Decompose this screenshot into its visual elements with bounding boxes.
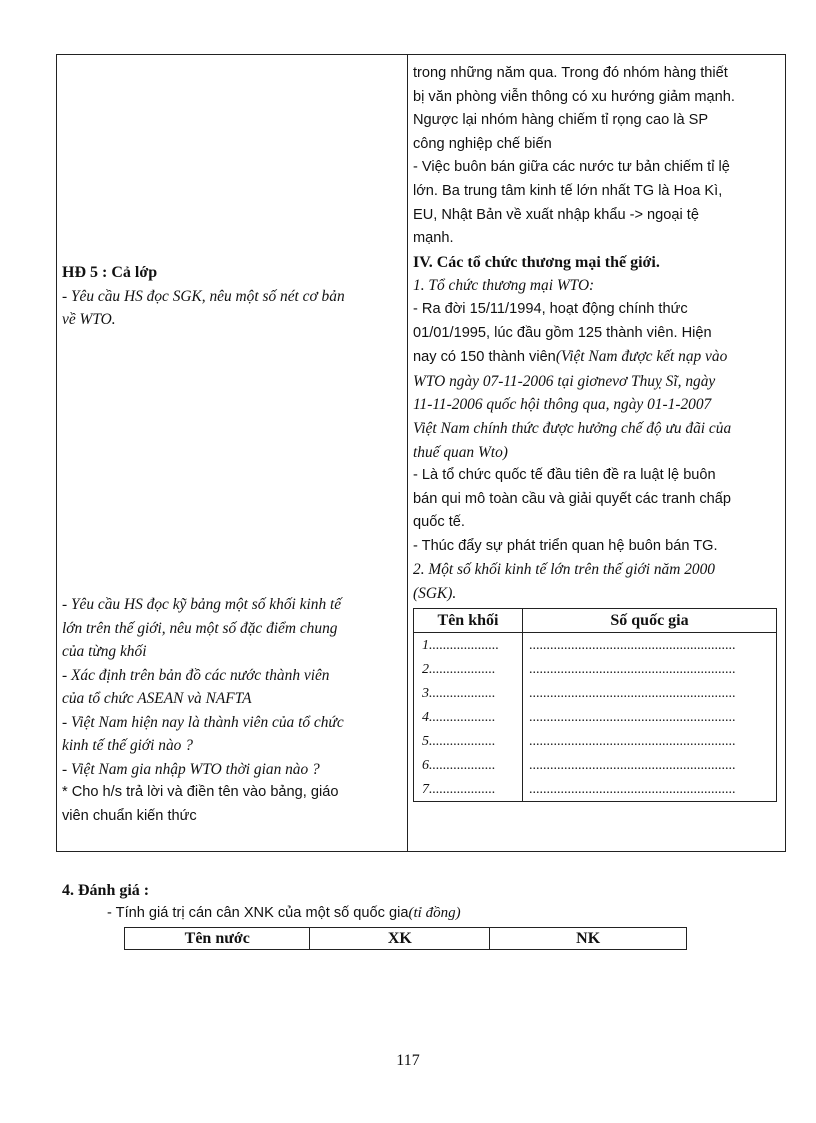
table-header-row [414, 608, 777, 633]
teacher-note-line: viên chuẩn kiến thức [62, 807, 197, 824]
table-row [414, 633, 777, 658]
table-row [414, 705, 777, 729]
country-count-cell: ........................................................... [523, 705, 777, 729]
country-count-cell: ........................................................... [523, 729, 777, 753]
column-divider [407, 55, 408, 851]
hd5-task-line: về WTO. [62, 311, 116, 328]
header-country: Tên nước [125, 928, 310, 950]
header-country-count: Số quốc gia [523, 608, 777, 633]
right-column [413, 62, 783, 802]
lesson-table [56, 54, 786, 852]
bloc-name-cell: 2................... [414, 657, 523, 681]
table-row [414, 657, 777, 681]
teacher-note-line: * Cho h/s trả lời và điền tên vào bảng, giáo [62, 784, 339, 800]
task-list [62, 593, 344, 828]
content-line: quốc tế. [413, 514, 465, 531]
content-line: Ngược lại nhóm hàng chiếm tỉ rọng cao là SP [413, 112, 709, 129]
task-line: của tổ chức ASEAN và NAFTA [62, 690, 252, 707]
content-line: công nghiệp chế biến [413, 135, 552, 152]
bloc-name-cell: 5................... [414, 729, 523, 753]
content-line: trong những năm qua. Trong đó nhóm hàng thiết [413, 65, 728, 81]
hd5-block [62, 261, 345, 332]
instruction-text: - Tính giá trị cán cân XNK của một số quốc gia [107, 905, 409, 921]
note-line: thuế quan Wto) [413, 443, 508, 461]
note-line: Việt Nam chính thức được hưởng chế độ ưu đãi của [413, 419, 732, 437]
evaluation-instruction [107, 905, 461, 922]
bloc-name-cell: 3................... [414, 681, 523, 705]
subsection-heading: 2. Một số khối kinh tế lớn trên thế giới năm 2000 [413, 561, 715, 579]
content-line: bị văn phòng viễn thông có xu hướng giảm mạnh. [413, 88, 735, 105]
content-line: 01/01/1995, lúc đầu gồm 125 thành viên. Hiện [413, 324, 712, 341]
table-header-row [125, 928, 687, 950]
content-line: - Là tổ chức quốc tế đầu tiên đề ra luật lệ buôn [413, 467, 716, 484]
task-line: lớn trên thế giới, nêu một số đặc điểm chung [62, 619, 338, 637]
header-import: NK [490, 928, 687, 950]
table-row [414, 777, 777, 802]
content-line: bán qui mô toàn cầu và giải quyết các tranh chấp [413, 490, 732, 507]
table-row [414, 681, 777, 705]
country-count-cell: ........................................................... [523, 753, 777, 777]
bloc-name-cell: 4................... [414, 705, 523, 729]
country-count-cell: ........................................................... [523, 681, 777, 705]
table-row [414, 729, 777, 753]
task-line: - Việt Nam hiện nay là thành viên của tổ chức [62, 713, 344, 731]
trade-balance-table [124, 927, 687, 950]
subsection-heading: (SGK). [413, 585, 457, 603]
content-line: lớn. Ba trung tâm kinh tế lớn nhất TG là Hoa Kì, [413, 182, 723, 199]
country-count-cell: ........................................................... [523, 633, 777, 658]
hd5-task-line: - Yêu cầu HS đọc SGK, nêu một số nét cơ bản [62, 287, 345, 305]
task-line: - Yêu cầu HS đọc kỹ bảng một số khối kinh tế [62, 596, 342, 613]
content-note: (Việt Nam được kết nạp vào [555, 348, 728, 366]
task-line: kinh tế thế giới nào ? [62, 737, 193, 754]
content-line: - Thúc đẩy sự phát triển quan hệ buôn bán TG. [413, 537, 718, 554]
header-export: XK [310, 928, 490, 950]
subsection-heading: 1. Tổ chức thương mại WTO: [413, 277, 595, 295]
note-line: WTO ngày 07-11-2006 tại giơnevơ Thuỵ Sĩ, ngày [413, 372, 716, 390]
section-heading: IV. Các tổ chức thương mại thế giới. [413, 253, 660, 271]
content-line: - Việc buôn bán giữa các nước tư bản chiếm tỉ lệ [413, 159, 730, 176]
evaluation-title: 4. Đánh giá : [62, 882, 150, 899]
country-count-cell: ........................................................... [523, 657, 777, 681]
instruction-unit: (tỉ đồng) [408, 905, 461, 921]
content-line: mạnh. [413, 230, 454, 247]
bloc-name-cell: 7................... [414, 777, 523, 802]
task-line: của từng khối [62, 643, 147, 660]
page-number: 117 [396, 1052, 420, 1069]
task-line: - Xác định trên bản đồ các nước thành viên [62, 666, 330, 684]
bloc-table [413, 608, 777, 803]
task-line: - Việt Nam gia nhập WTO thời gian nào ? [62, 760, 320, 778]
content-text: nay có 150 thành viên [413, 349, 556, 366]
content-line [413, 345, 783, 370]
note-line: 11-11-2006 quốc hội thông qua, ngày 01-1-2007 [413, 396, 712, 414]
country-count-cell: ........................................................... [523, 777, 777, 802]
bloc-name-cell: 1.................... [414, 633, 523, 658]
hd5-label: HĐ 5 : Cả lớp [62, 264, 158, 281]
content-line: EU, Nhật Bản về xuất nhập khẩu -> ngoại tệ [413, 206, 699, 223]
header-bloc-name: Tên khối [414, 608, 523, 633]
table-row [414, 753, 777, 777]
content-line: - Ra đời 15/11/1994, hoạt động chính thức [413, 300, 688, 317]
bloc-name-cell: 6................... [414, 753, 523, 777]
